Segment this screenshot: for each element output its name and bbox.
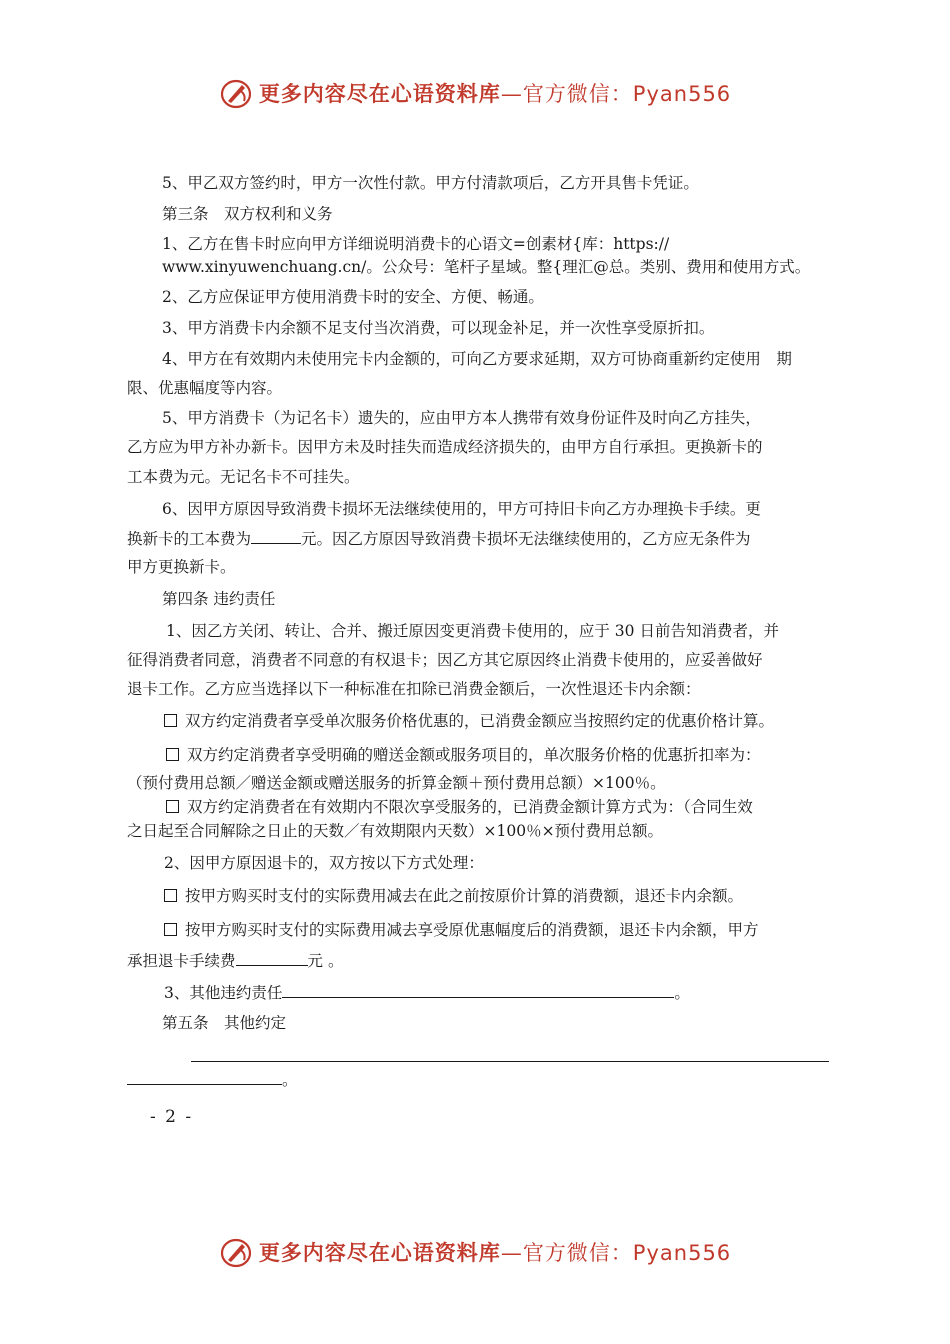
clause-3-5-line3: 工本费为元。无记名卡不可挂失。 <box>127 468 360 486</box>
option-1-text: 双方约定消费者享受单次服务价格优惠的，已消费金额应当按照约定的优惠价格计算。 <box>185 712 775 730</box>
article-3-title: 第三条 双方权利和义务 <box>162 205 333 223</box>
paragraph-payment: 5、甲乙双方签约时，甲方一次性付款。甲方付清款项后，乙方开具售卡凭证。 <box>162 174 699 192</box>
option-2-text: 双方约定消费者享受明确的赠送金额或服务项目的，单次服务价格的优惠折扣率为： <box>187 746 761 764</box>
option-5-line2 <box>127 950 343 971</box>
clause-4-2: 2、因甲方原因退卡的，双方按以下方式处理： <box>164 854 484 872</box>
article-5-title: 第五条 其他约定 <box>162 1014 287 1032</box>
clause-4-3-end: 。 <box>674 984 690 1002</box>
clause-4-1-line1: 1、因乙方关闭、转让、合并、搬迁原因变更消费卡使用的，应于 30 日前告知消费者，并 <box>166 622 779 640</box>
watermark-label: 更多内容尽在心语资料库 <box>258 82 501 106</box>
option-2-line1 <box>166 745 761 765</box>
clause-3-6-line2-a: 换新卡的工本费为 <box>127 530 252 548</box>
clause-3-6-line2 <box>127 528 751 549</box>
watermark-text <box>259 1237 731 1267</box>
other-terms-blank-line1[interactable] <box>191 1061 829 1062</box>
clause-3-4-line1: 4、甲方在有效期内未使用完卡内金额的，可向乙方要求延期，双方可协商重新约定使用 期 <box>162 350 792 368</box>
option-5-text: 按甲方购买时支付的实际费用减去享受原优惠幅度后的消费额，退还卡内余额，甲方 <box>185 921 759 939</box>
checkbox-icon[interactable] <box>164 923 177 936</box>
clause-4-1-line2: 征得消费者同意，消费者不同意的有权退卡；因乙方其它原因终止消费卡使用的，应妥善做好 <box>127 651 763 669</box>
option-5-line2-a: 承担退卡手续费 <box>127 952 236 970</box>
option-4-text: 按甲方购买时支付的实际费用减去在此之前按原价计算的消费额，退还卡内余额。 <box>185 887 744 905</box>
option-3-line1 <box>166 797 753 817</box>
option-2-line2: （预付费用总额／赠送金额或赠送服务的折算金额＋预付费用总额）×100％。 <box>127 774 666 792</box>
option-5-line1 <box>164 920 759 940</box>
clause-3-6-line2-b: 元。因乙方原因导致消费卡损坏无法继续使用的，乙方应无条件为 <box>301 530 751 548</box>
option-4 <box>164 886 743 906</box>
clause-4-1-line3: 退卡工作。乙方应当选择以下一种标准在扣除已消费金额后，一次性退还卡内余额： <box>127 680 701 698</box>
quill-logo-icon <box>219 1235 253 1269</box>
watermark-label: 更多内容尽在心语资料库 <box>258 1241 501 1265</box>
other-terms-end: 。 <box>282 1071 298 1089</box>
clause-3-5-line1: 5、甲方消费卡（为记名卡）遗失的，应由甲方本人携带有效身份证件及时向乙方挂失， <box>162 409 761 427</box>
clause-4-3 <box>164 982 690 1003</box>
other-terms-line2 <box>127 1069 298 1090</box>
option-1 <box>164 711 774 731</box>
option-5-line2-b: 元 。 <box>307 952 344 970</box>
checkbox-icon[interactable] <box>166 748 179 761</box>
page-number: - 2 - <box>150 1107 194 1127</box>
clause-3-5-line2: 乙方应为甲方补办新卡。因甲方未及时挂失而造成经济损失的，由甲方自行承担。更换新卡的 <box>127 438 763 456</box>
watermark-wechat: 官方微信：Pyan556 <box>522 1241 732 1265</box>
clause-3-1-line2: www.xinyuwenchuang.cn/。公众号：笔杆子星域。整{理汇@总。类别、费用和使用方式。 <box>162 258 811 276</box>
watermark-text <box>259 78 731 108</box>
article-4-title: 第四条 违约责任 <box>162 590 276 608</box>
clause-3-4-line2: 限、优惠幅度等内容。 <box>127 379 283 397</box>
watermark-banner-bottom <box>0 1232 950 1272</box>
clause-3-3: 3、甲方消费卡内余额不足支付当次消费，可以现金补足，并一次性享受原折扣。 <box>162 319 715 337</box>
clause-4-3-text: 3、其他违约责任 <box>164 984 283 1002</box>
other-liability-blank[interactable] <box>282 982 674 998</box>
clause-3-6-line3: 甲方更换新卡。 <box>127 558 236 576</box>
clause-3-1-line1: 1、乙方在售卡时应向甲方详细说明消费卡的心语文=创素材{库：https:// <box>162 235 670 253</box>
watermark-dash: — <box>500 1241 523 1265</box>
checkbox-icon[interactable] <box>164 714 177 727</box>
option-3-text: 双方约定消费者在有效期内不限次享受服务的，已消费金额计算方式为：（合同生效 <box>187 798 753 816</box>
clause-3-2: 2、乙方应保证甲方使用消费卡时的安全、方便、畅通。 <box>162 288 544 306</box>
refund-fee-blank[interactable] <box>236 950 308 966</box>
clause-3-6-line1: 6、因甲方原因导致消费卡损坏无法继续使用的，甲方可持旧卡向乙方办理换卡手续。更 <box>162 500 761 518</box>
watermark-banner-top <box>0 73 950 113</box>
option-3-line2: 之日起至合同解除之日止的天数／有效期限内天数）×100％×预付费用总额。 <box>127 822 664 840</box>
checkbox-icon[interactable] <box>166 800 179 813</box>
fee-blank[interactable] <box>251 528 301 544</box>
other-terms-blank-line2[interactable] <box>127 1069 282 1085</box>
quill-logo-icon <box>219 76 253 110</box>
checkbox-icon[interactable] <box>164 889 177 902</box>
watermark-dash: — <box>500 82 523 106</box>
watermark-wechat: 官方微信：Pyan556 <box>522 82 732 106</box>
